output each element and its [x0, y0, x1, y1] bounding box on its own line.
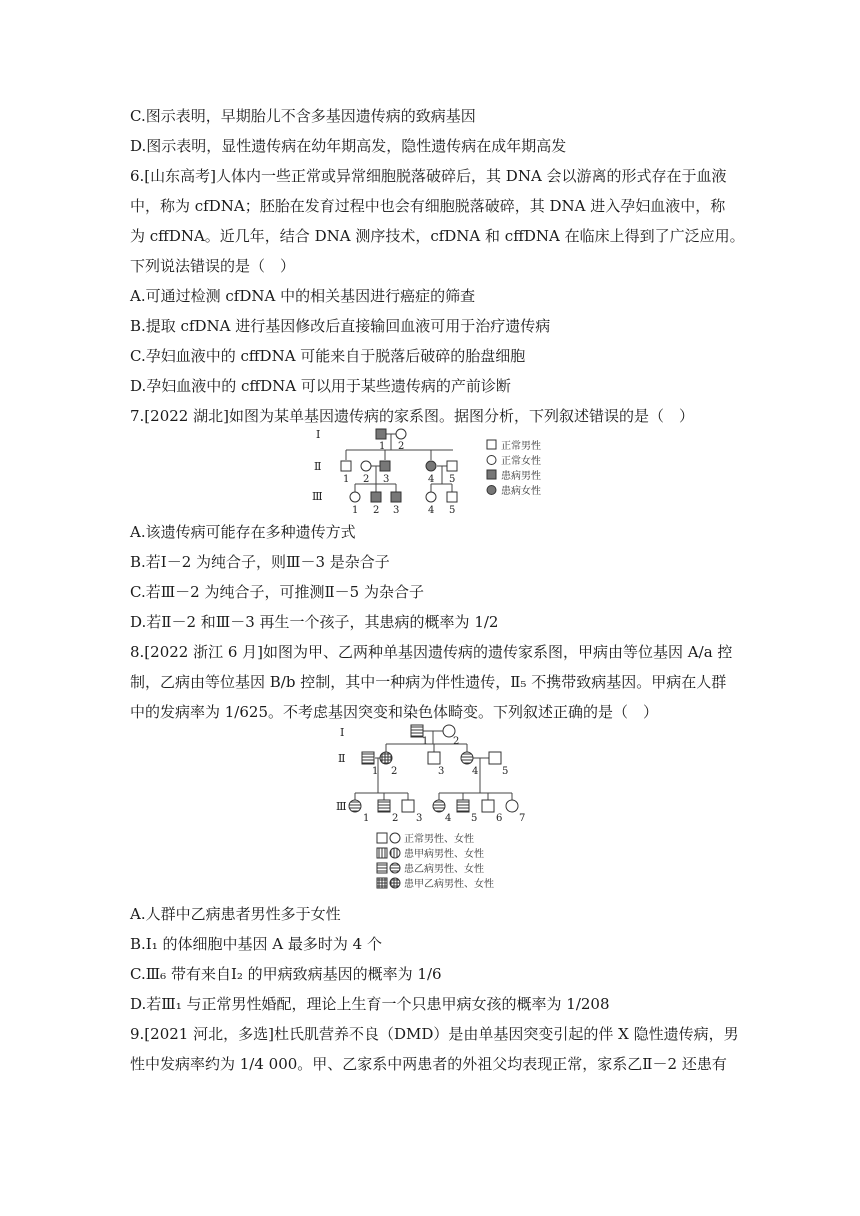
ped8-gen-label-2: Ⅱ [338, 752, 346, 765]
ped7-II1-normal-male [341, 461, 351, 471]
q7-stem: 7.[2022 湖北]如图为某单基因遗传病的家系图。据图分析，下列叙述错误的是（ ） [130, 407, 694, 425]
ped8-num: 1 [422, 736, 429, 747]
ped7-num: 2 [373, 505, 380, 516]
ped7-gen-label-2: Ⅱ [314, 460, 322, 473]
q8-stem-line-3: 中的发病率为 1/625。不考虑基因突变和染色体畸变。下列叙述正确的是（ ） [130, 703, 658, 721]
q8-pedigree-figure [330, 720, 530, 896]
q8-option-c: C.Ⅲ₆ 带有来自Ⅰ₂ 的甲病致病基因的概率为 1/6 [130, 965, 442, 983]
ped8-III5-male [457, 800, 469, 812]
ped8-III1-female [349, 800, 361, 812]
q8-stem-line-2: 制，乙病由等位基因 B/b 控制，其中一种病为伴性遗传，Ⅱ₅ 不携带致病基因。甲病在人群 [130, 673, 727, 691]
ped8-III3-normal-male [402, 800, 414, 812]
q6-option-b: B.提取 cfDNA 进行基因修改后直接输回血液可用于治疗遗传病 [130, 317, 551, 335]
q5-option-d: D.图示表明，显性遗传病在幼年期高发，隐性遗传病在成年期高发 [130, 137, 567, 155]
ped7-num: 2 [363, 474, 370, 485]
ped8-III2-male [378, 800, 390, 812]
ped7-legend-label: 患病男性 [501, 471, 541, 482]
q6-stem-line-4: 下列说法错误的是（ ） [130, 257, 296, 275]
ped7-num: 2 [398, 441, 405, 452]
ped8-legend-symbol [390, 863, 400, 873]
q7-option-d: D.若Ⅱ－2 和Ⅲ－3 再生一个孩子，其患病的概率为 1/2 [130, 613, 499, 631]
q6-stem-line-2: 中，称为 cfDNA；胚胎在发育过程中也会有细胞脱落破碎，其 DNA 进入孕妇血液中，称 [130, 197, 726, 215]
ped7-num: 1 [352, 505, 359, 516]
ped8-legend-symbol [377, 878, 387, 888]
q7-pedigree-figure [310, 426, 550, 516]
ped8-num: 3 [416, 813, 423, 824]
q6-option-d: D.孕妇血液中的 cffDNA 可以用于某些遗传病的产前诊断 [130, 377, 511, 395]
ped8-III7-normal-female [506, 800, 518, 812]
q6-option-c: C.孕妇血液中的 cffDNA 可能来自于脱落后破碎的胎盘细胞 [130, 347, 526, 365]
q6-stem-line-3: 为 cffDNA。近几年，结合 DNA 测序技术，cfDNA 和 cffDNA 在临床上得到了广泛应用。 [130, 227, 745, 245]
q7-option-b: B.若Ⅰ－2 为纯合子，则Ⅲ－3 是杂合子 [130, 553, 390, 571]
q8-option-d: D.若Ⅲ₁ 与正常男性婚配，理论上生育一个只患甲病女孩的概率为 1/208 [130, 995, 610, 1013]
q7-option-a: A.该遗传病可能存在多种遗传方式 [130, 523, 356, 541]
ped8-legend-symbol [390, 833, 400, 843]
ped7-II5-normal-male [447, 461, 457, 471]
q8-stem-line-1: 8.[2022 浙江 6 月]如图为甲、乙两种单基因遗传病的遗传家系图，甲病由等位基因 A/a 控 [130, 643, 733, 661]
ped8-num: 5 [471, 813, 478, 824]
ped7-gen-label-1: Ⅰ [316, 428, 321, 441]
q8-option-a: A.人群中乙病患者男性多于女性 [130, 905, 341, 923]
q9-stem-line-2: 性中发病率约为 1/4 000。甲、乙家系中两患者的外祖父均表现正常，家系乙Ⅱ－2 还患有 [130, 1055, 727, 1073]
ped8-num: 3 [438, 766, 445, 777]
q5-option-c: C.图示表明，早期胎儿不含多基因遗传病的致病基因 [130, 107, 476, 125]
ped8-legend-symbol [390, 848, 400, 858]
ped7-III4-normal-female [426, 492, 436, 502]
ped8-num: 2 [453, 736, 460, 747]
ped8-II5-normal-male [489, 752, 501, 764]
ped8-II4-female [461, 752, 473, 764]
ped8-legend-symbol [390, 878, 400, 888]
ped7-num: 3 [383, 474, 390, 485]
ped8-III4-female [433, 800, 445, 812]
ped7-III2-affected-male [371, 492, 381, 502]
ped7-legend-symbol [487, 470, 496, 479]
ped8-II2-female [380, 752, 392, 764]
ped8-legend-label: 患甲乙病男性、女性 [404, 879, 494, 890]
ped8-num: 1 [372, 766, 379, 777]
ped8-num: 4 [472, 766, 479, 777]
ped7-II4-affected-female [426, 461, 436, 471]
ped8-II3-normal-male [428, 752, 440, 764]
q6-stem-line-1: 6.[山东高考]人体内一些正常或异常细胞脱落破碎后，其 DNA 会以游离的形式存在于血液 [130, 167, 727, 185]
ped8-num: 4 [445, 813, 452, 824]
ped7-num: 3 [393, 505, 400, 516]
ped8-num: 2 [392, 813, 399, 824]
ped7-legend-label: 正常男性 [501, 441, 541, 452]
ped7-I2-normal-female [396, 429, 406, 439]
ped8-legend-label: 正常男性、女性 [404, 834, 474, 845]
ped7-num: 1 [343, 474, 350, 485]
ped8-II1-male [362, 752, 374, 764]
ped8-gen-label-1: Ⅰ [340, 726, 345, 739]
ped8-legend-label: 患甲病男性、女性 [404, 849, 484, 860]
ped7-III3-affected-male [391, 492, 401, 502]
ped7-num: 4 [428, 505, 435, 516]
ped7-II2-normal-female [361, 461, 371, 471]
ped7-num: 5 [449, 505, 456, 516]
ped7-III1-normal-female [350, 492, 360, 502]
ped7-num: 1 [379, 441, 386, 452]
ped7-legend-symbol [487, 456, 496, 465]
ped7-I1-affected-male [376, 429, 386, 439]
ped8-num: 7 [519, 813, 526, 824]
ped7-num: 4 [428, 474, 435, 485]
q6-option-a: A.可通过检测 cfDNA 中的相关基因进行癌症的筛查 [130, 287, 476, 305]
q7-option-c: C.若Ⅲ－2 为纯合子，可推测Ⅱ－5 为杂合子 [130, 583, 424, 601]
ped7-gen-label-3: Ⅲ [312, 490, 323, 503]
ped7-num: 5 [449, 474, 456, 485]
ped7-III5-normal-male [447, 492, 457, 502]
ped8-legend-symbol [377, 833, 387, 843]
ped7-legend-symbol [487, 486, 496, 495]
ped7-legend-symbol [487, 440, 496, 449]
ped8-III6-normal-male [482, 800, 494, 812]
ped7-legend-label: 患病女性 [501, 486, 541, 497]
ped8-gen-label-3: Ⅲ [336, 800, 347, 813]
ped7-II3-affected-male [380, 461, 390, 471]
ped8-num: 2 [391, 766, 398, 777]
ped8-num: 6 [496, 813, 503, 824]
ped8-legend-symbol [377, 848, 387, 858]
q8-option-b: B.Ⅰ₁ 的体细胞中基因 A 最多时为 4 个 [130, 935, 382, 953]
ped7-legend-label: 正常女性 [501, 456, 541, 467]
q9-stem-line-1: 9.[2021 河北，多选]杜氏肌营养不良（DMD）是由单基因突变引起的伴 X 隐性遗传病，男 [130, 1025, 739, 1043]
ped8-num: 1 [363, 813, 370, 824]
ped8-num: 5 [502, 766, 509, 777]
ped8-legend-label: 患乙病男性、女性 [404, 864, 484, 875]
ped8-legend-symbol [377, 863, 387, 873]
